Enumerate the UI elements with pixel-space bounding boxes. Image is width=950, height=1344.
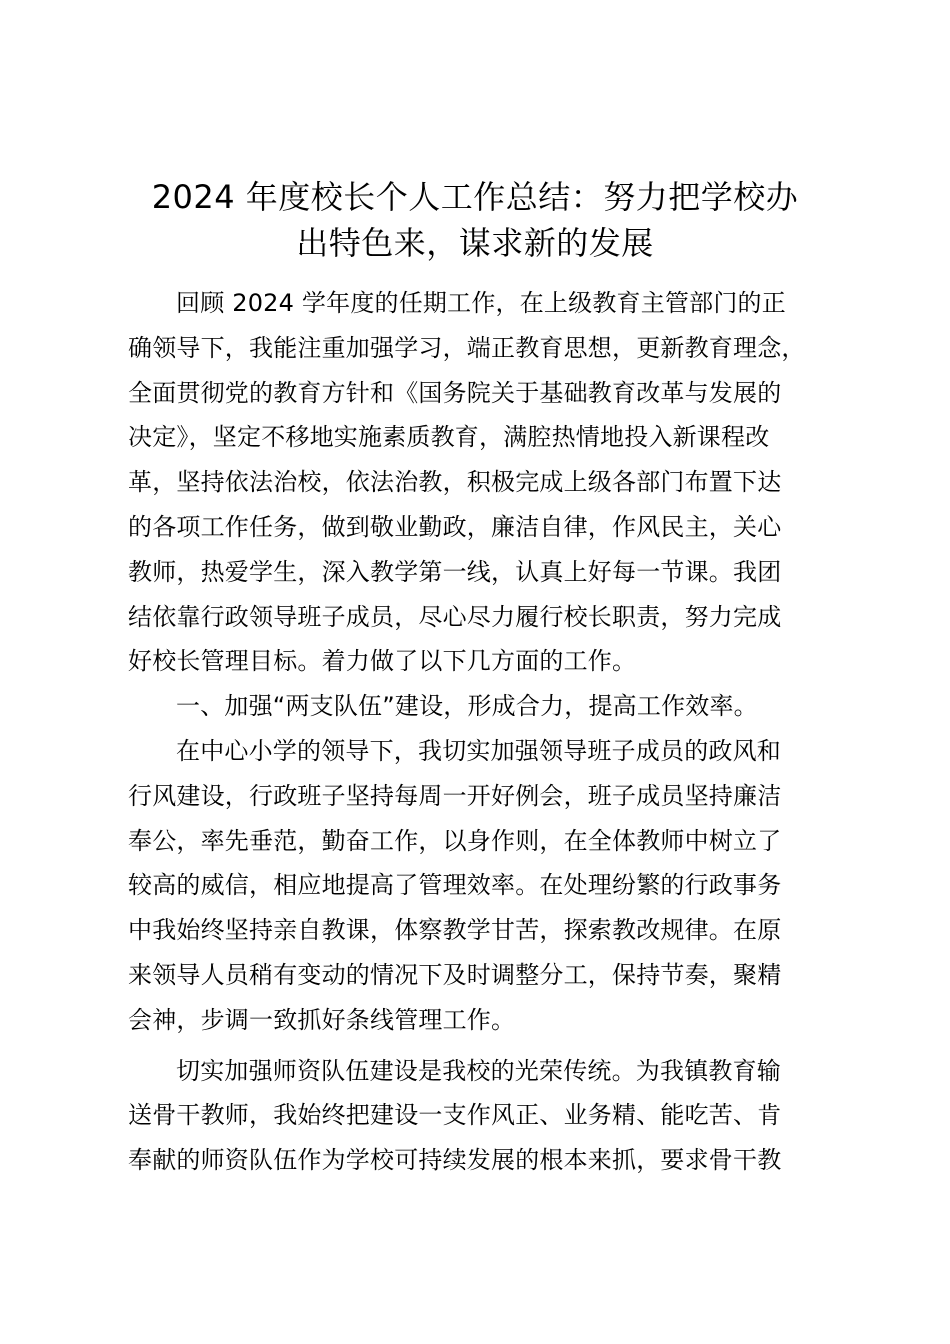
paragraph-teachers bbox=[128, 1049, 840, 1183]
text-line: 回顾 2024 学年度的任期工作，在上级教育主管部门的正 bbox=[176, 289, 786, 317]
text-line: 确领导下，我能注重加强学习，端正教育思想，更新教育理念， bbox=[128, 333, 806, 362]
text-line: 切实加强师资队伍建设是我校的光荣传统。为我镇教育输 bbox=[176, 1056, 781, 1085]
section-heading bbox=[128, 684, 840, 729]
paragraph-intro bbox=[128, 281, 840, 684]
text-line: 行风建设，行政班子坚持每周一开好例会，班子成员坚持廉洁 bbox=[128, 781, 782, 810]
document-title bbox=[120, 174, 830, 266]
text-line: 送骨干教师，我始终把建设一支作风正、业务精、能吃苦、肯 bbox=[128, 1101, 782, 1130]
text-line: 奉公，率先垂范，勤奋工作，以身作则，在全体教师中树立了 bbox=[128, 826, 782, 855]
text-line: 奉献的师资队伍作为学校可持续发展的根本来抓，要求骨干教 bbox=[128, 1146, 782, 1175]
text-line: 革，坚持依法治校，依法治教，积极完成上级各部门布置下达 bbox=[128, 468, 782, 497]
heading-line: 一、加强“两支队伍”建设，形成合力，提高工作效率。 bbox=[176, 692, 758, 721]
title-line: 2024 年度校长个人工作总结：努力把学校办 bbox=[151, 178, 799, 216]
text-line: 中我始终坚持亲自教课，体察教学甘苦，探索教改规律。在原 bbox=[128, 916, 782, 945]
text-line: 结依靠行政领导班子成员，尽心尽力履行校长职责，努力完成 bbox=[128, 602, 782, 631]
paragraph-leadership bbox=[128, 729, 840, 1043]
text-line: 全面贯彻党的教育方针和《国务院关于基础教育改革与发展的 bbox=[128, 378, 782, 407]
text-line: 较高的威信，相应地提高了管理效率。在处理纷繁的行政事务 bbox=[128, 871, 782, 900]
text-line: 会神，步调一致抓好条线管理工作。 bbox=[128, 1005, 516, 1034]
text-line: 教师，热爱学生，深入教学第一线，认真上好每一节课。我团 bbox=[128, 557, 782, 586]
text-line: 在中心小学的领导下，我切实加强领导班子成员的政风和 bbox=[176, 736, 781, 765]
text-line: 来领导人员稍有变动的情况下及时调整分工，保持节奏，聚精 bbox=[128, 960, 782, 989]
text-line: 的各项工作任务，做到敬业勤政，廉洁自律，作风民主，关心 bbox=[128, 512, 782, 541]
title-line: 出特色来，谋求新的发展 bbox=[296, 224, 654, 262]
text-line: 决定》，坚定不移地实施素质教育，满腔热情地投入新课程改 bbox=[128, 423, 770, 452]
text-line: 好校长管理目标。着力做了以下几方面的工作。 bbox=[128, 647, 637, 676]
document-body bbox=[128, 281, 840, 1183]
